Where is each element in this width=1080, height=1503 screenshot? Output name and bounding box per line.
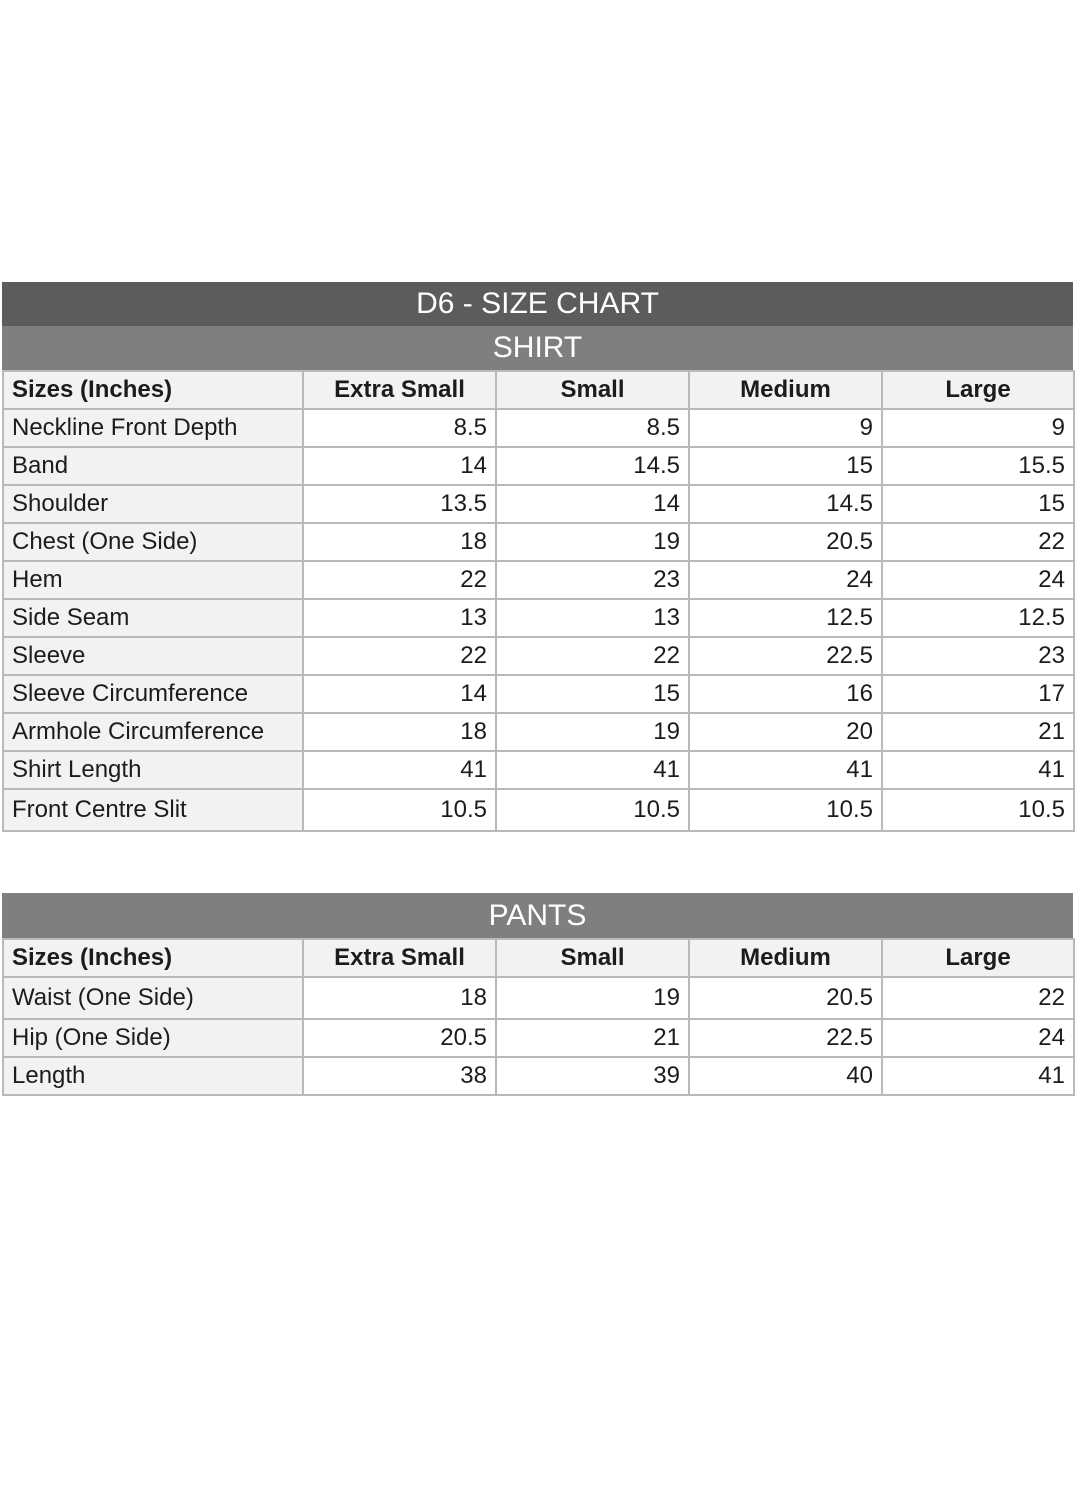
pants-size-chart <box>2 893 1073 1096</box>
cell-value: 22 <box>303 637 496 675</box>
table-row <box>3 523 1074 561</box>
table-row <box>3 1019 1074 1057</box>
row-label: Shirt Length <box>3 751 303 789</box>
cell-value: 14.5 <box>496 447 689 485</box>
cell-value: 17 <box>882 675 1074 713</box>
column-header-medium: Medium <box>689 371 882 409</box>
cell-value: 20.5 <box>303 1019 496 1057</box>
column-header-medium: Medium <box>689 939 882 977</box>
shirt-size-chart <box>2 282 1073 832</box>
cell-value: 19 <box>496 977 689 1019</box>
cell-value: 24 <box>882 1019 1074 1057</box>
cell-value: 40 <box>689 1057 882 1095</box>
table-row <box>3 1057 1074 1095</box>
cell-value: 23 <box>496 561 689 599</box>
column-header-sizes: Sizes (Inches) <box>3 371 303 409</box>
table-row <box>3 599 1074 637</box>
cell-value: 22 <box>303 561 496 599</box>
cell-value: 8.5 <box>303 409 496 447</box>
cell-value: 15 <box>689 447 882 485</box>
cell-value: 21 <box>882 713 1074 751</box>
cell-value: 39 <box>496 1057 689 1095</box>
cell-value: 12.5 <box>689 599 882 637</box>
cell-value: 21 <box>496 1019 689 1057</box>
cell-value: 41 <box>496 751 689 789</box>
cell-value: 24 <box>689 561 882 599</box>
cell-value: 41 <box>303 751 496 789</box>
row-label: Hip (One Side) <box>3 1019 303 1057</box>
row-label: Hem <box>3 561 303 599</box>
table-row <box>3 485 1074 523</box>
cell-value: 24 <box>882 561 1074 599</box>
cell-value: 14.5 <box>689 485 882 523</box>
row-label: Armhole Circumference <box>3 713 303 751</box>
cell-value: 9 <box>882 409 1074 447</box>
table-row <box>3 977 1074 1019</box>
cell-value: 14 <box>303 675 496 713</box>
cell-value: 19 <box>496 713 689 751</box>
pants-table <box>2 938 1075 1096</box>
cell-value: 8.5 <box>496 409 689 447</box>
cell-value: 22 <box>882 523 1074 561</box>
row-label: Neckline Front Depth <box>3 409 303 447</box>
cell-value: 22 <box>882 977 1074 1019</box>
cell-value: 10.5 <box>496 789 689 831</box>
row-label: Side Seam <box>3 599 303 637</box>
row-label: Sleeve <box>3 637 303 675</box>
cell-value: 12.5 <box>882 599 1074 637</box>
row-label: Sleeve Circumference <box>3 675 303 713</box>
cell-value: 13 <box>496 599 689 637</box>
table-row <box>3 751 1074 789</box>
cell-value: 22.5 <box>689 637 882 675</box>
table-row <box>3 713 1074 751</box>
cell-value: 16 <box>689 675 882 713</box>
shirt-table <box>2 370 1075 832</box>
cell-value: 9 <box>689 409 882 447</box>
cell-value: 23 <box>882 637 1074 675</box>
row-label: Chest (One Side) <box>3 523 303 561</box>
table-row <box>3 561 1074 599</box>
cell-value: 41 <box>882 751 1074 789</box>
chart-title: D6 - SIZE CHART <box>2 282 1073 326</box>
table-row <box>3 637 1074 675</box>
pants-section-heading: PANTS <box>2 893 1073 938</box>
cell-value: 15 <box>882 485 1074 523</box>
table-row <box>3 447 1074 485</box>
cell-value: 14 <box>496 485 689 523</box>
cell-value: 10.5 <box>882 789 1074 831</box>
column-header-small: Small <box>496 371 689 409</box>
cell-value: 19 <box>496 523 689 561</box>
cell-value: 14 <box>303 447 496 485</box>
row-label: Waist (One Side) <box>3 977 303 1019</box>
table-row <box>3 409 1074 447</box>
cell-value: 20 <box>689 713 882 751</box>
column-header-large: Large <box>882 939 1074 977</box>
row-label: Front Centre Slit <box>3 789 303 831</box>
table-row <box>3 675 1074 713</box>
cell-value: 41 <box>882 1057 1074 1095</box>
cell-value: 18 <box>303 523 496 561</box>
cell-value: 10.5 <box>689 789 882 831</box>
column-header-large: Large <box>882 371 1074 409</box>
row-label: Shoulder <box>3 485 303 523</box>
shirt-header-row <box>3 371 1074 409</box>
table-row <box>3 789 1074 831</box>
cell-value: 18 <box>303 977 496 1019</box>
column-header-small: Small <box>496 939 689 977</box>
cell-value: 15.5 <box>882 447 1074 485</box>
cell-value: 13.5 <box>303 485 496 523</box>
cell-value: 22.5 <box>689 1019 882 1057</box>
cell-value: 15 <box>496 675 689 713</box>
column-header-sizes: Sizes (Inches) <box>3 939 303 977</box>
column-header-extra-small: Extra Small <box>303 939 496 977</box>
column-header-extra-small: Extra Small <box>303 371 496 409</box>
row-label: Length <box>3 1057 303 1095</box>
cell-value: 10.5 <box>303 789 496 831</box>
cell-value: 41 <box>689 751 882 789</box>
cell-value: 18 <box>303 713 496 751</box>
cell-value: 13 <box>303 599 496 637</box>
cell-value: 20.5 <box>689 977 882 1019</box>
pants-header-row <box>3 939 1074 977</box>
cell-value: 38 <box>303 1057 496 1095</box>
shirt-section-heading: SHIRT <box>2 326 1073 370</box>
cell-value: 20.5 <box>689 523 882 561</box>
row-label: Band <box>3 447 303 485</box>
cell-value: 22 <box>496 637 689 675</box>
